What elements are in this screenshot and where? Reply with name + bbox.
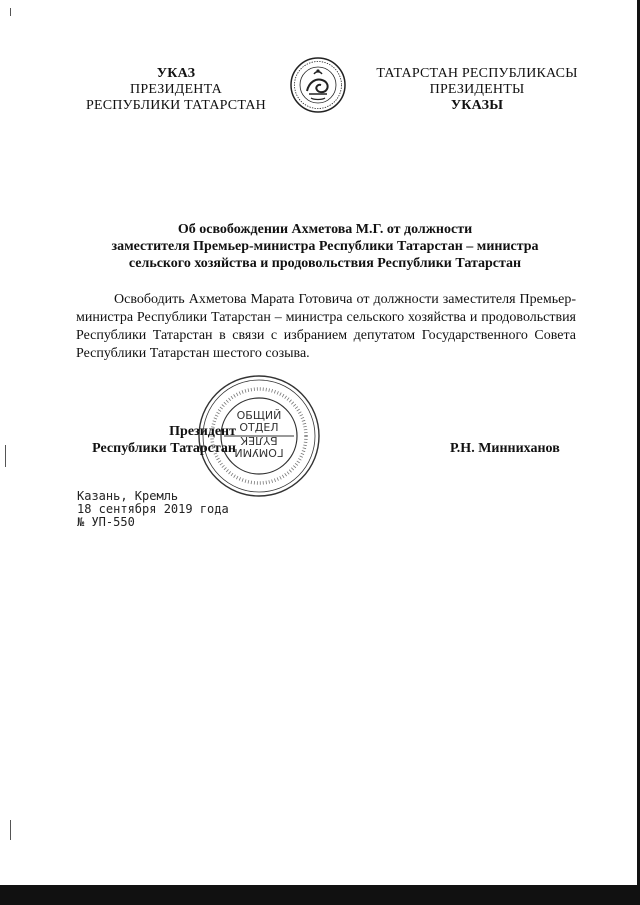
signature-position-line: Президент	[169, 424, 236, 439]
header-right-republic: ТАТАРСТАН РЕСПУБЛИКАСЫ	[376, 66, 578, 81]
stamp-line: БҮЛЕК	[240, 434, 278, 447]
signature-name: Р.Н. Минниханов	[450, 441, 560, 456]
signature-position-line: Республики Татарстан	[92, 441, 236, 456]
header-left	[76, 66, 276, 114]
scan-edge-bottom	[0, 885, 640, 905]
footer-number: № УП-550	[77, 515, 135, 529]
stamp-line: ОБЩИЙ	[236, 409, 282, 422]
footer-date: 18 сентября 2019 года	[77, 502, 229, 516]
stamp-line: ОТДЕЛ	[239, 421, 279, 434]
header-right	[362, 66, 592, 114]
header-right-title: УКАЗЫ	[450, 98, 504, 113]
decree-title-line: Об освобождении Ахметова М.Г. от должности	[177, 222, 473, 237]
decree-title	[70, 221, 580, 272]
footer-place: Казань, Кремль	[77, 489, 179, 503]
tatarstan-coat-of-arms-icon	[289, 56, 347, 114]
decree-body: Освободить Ахметова Марата Готовича от должности заместителя Премьер-министра Республики Татарстан – министра сельского хозяйства и продовольствия Республики Татарстан в связи с избранием депутатом Государственного Совета Республики Татарстан шестого созыва.	[76, 292, 576, 361]
header-left-title: УКАЗ	[156, 66, 196, 81]
scan-artifact	[10, 820, 11, 840]
decree-title-line: заместителя Премьер-министра Республики Татарстан – министра	[111, 239, 539, 254]
stamp-line: ГОМУМИ	[234, 446, 284, 459]
decree-title-line: сельского хозяйства и продовольствия Республики Татарстан	[128, 256, 522, 271]
scan-artifact	[10, 8, 11, 16]
decree-footer	[77, 490, 229, 529]
header-right-subtitle: ПРЕЗИДЕНТЫ	[429, 82, 525, 97]
signature-position	[76, 423, 236, 457]
header-left-republic: РЕСПУБЛИКИ ТАТАРСТАН	[85, 98, 266, 113]
header-left-subtitle: ПРЕЗИДЕНТА	[130, 82, 222, 97]
scan-artifact	[5, 445, 6, 467]
